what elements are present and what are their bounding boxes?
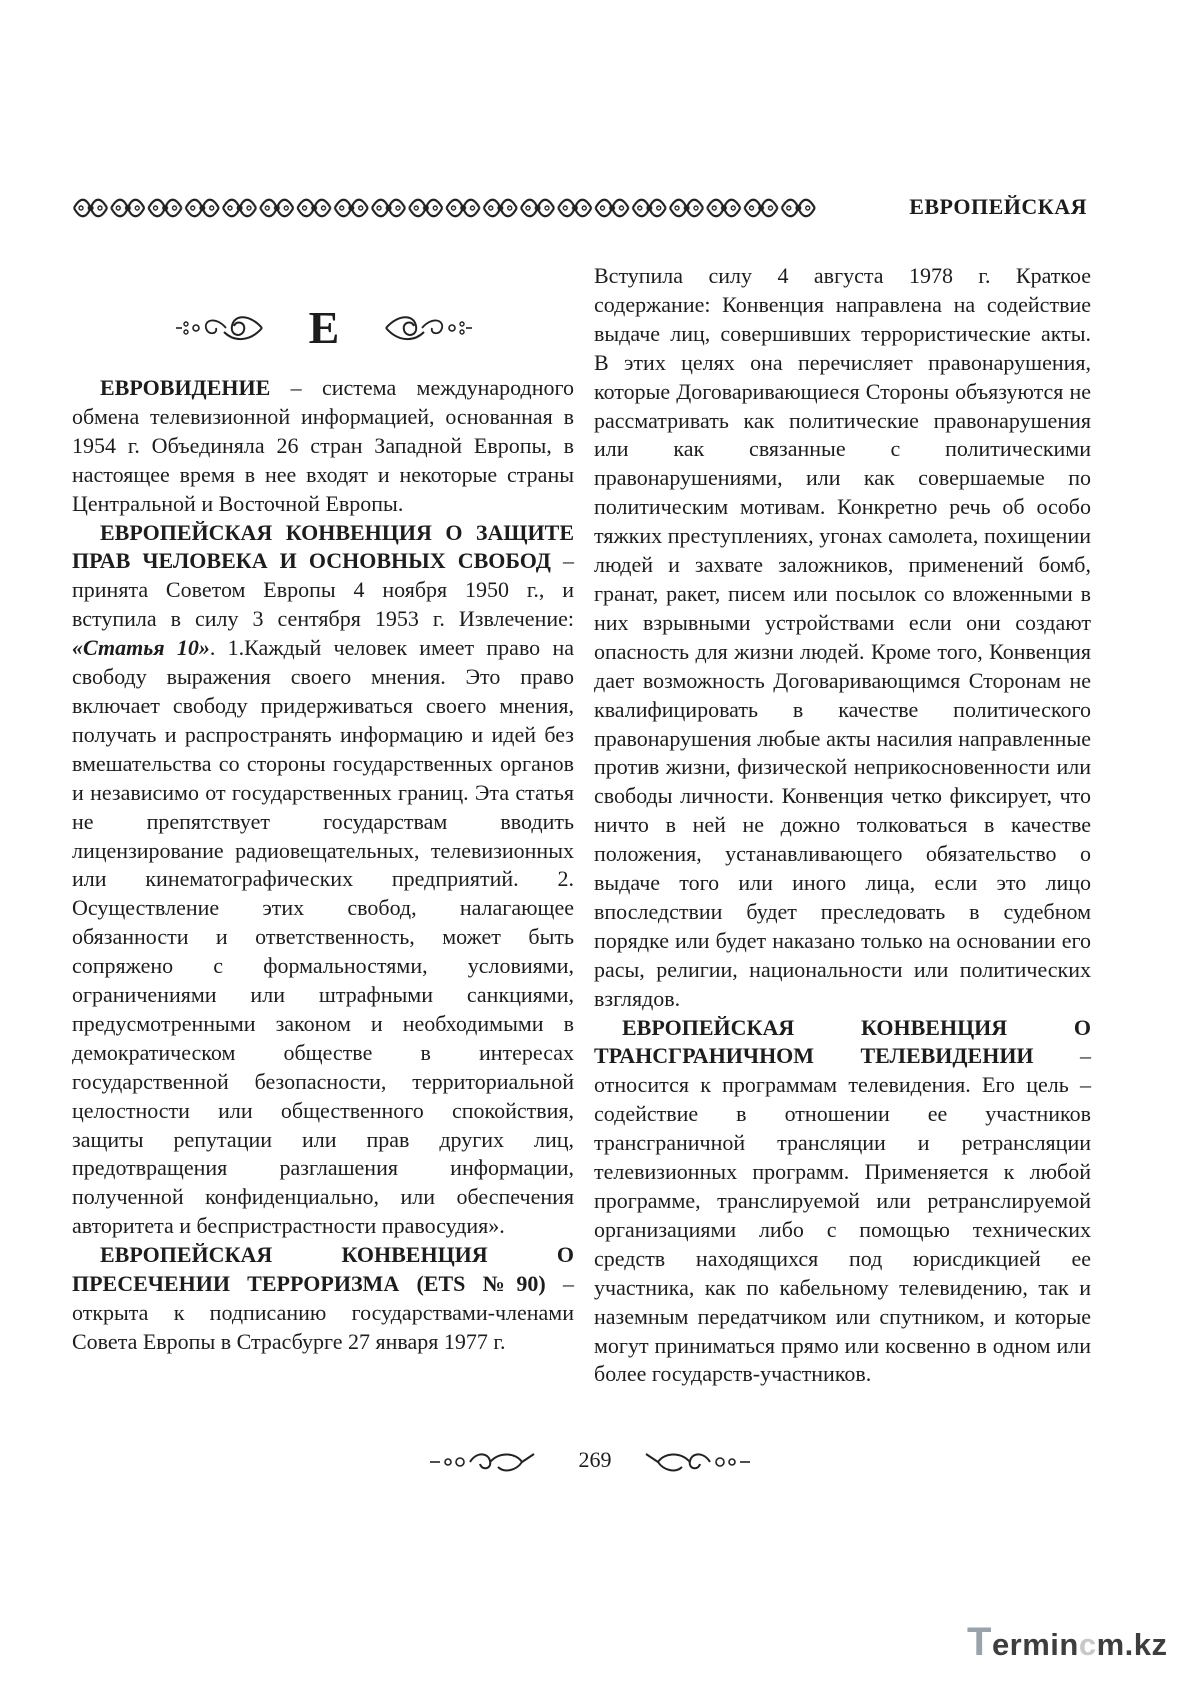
article-emphasis: «Статья 10» [72, 635, 210, 661]
section-letter-block [176, 300, 472, 356]
entry-convention-terrorism [72, 1241, 574, 1357]
right-column [594, 262, 1091, 1389]
entry-term: ЕВРОПЕЙСКАЯ КОНВЕНЦИЯ О ТРАНСГРАНИЧНОМ ТЕЛЕВИДЕНИИ [594, 1014, 1091, 1069]
left-ornament-icon [176, 312, 264, 344]
page-footer [430, 1443, 760, 1483]
entry-convention-human-rights [72, 519, 574, 1242]
entry-term: ЕВРОПЕЙСКАЯ КОНВЕНЦИЯ О ЗАЩИТЕ ПРАВ ЧЕЛОВЕКА И ОСНОВНЫХ СВОБОД [72, 519, 574, 574]
entry-text: . 1.Каждый человек имеет право на свободу выражения своего мнения. Это право включает свободу придерживаться своего мнения, получать и распространять информацию и идей без вмешательства со стороны государственных органов и независимо от государственных границ. Эта статья не препятствует государствам вводить лицензирование радиовещательных, телевизионных или кинематографических предприятий. 2. Осуществление этих свобод, налагающее обязанности и ответственность, может быть сопряжено с формальностями, условиями, ограничениями или штрафными санкциями, предусмотренными законом и необходимыми в демократическом обществе в интересах государственной безопасности, территориальной целостности или общественного спокойствия, защиты репутации или прав других лиц, предотвращения разглашения информации, полученной конфиденциально, или обеспечения авторитета и беспристрастности правосудия». [72, 635, 574, 1239]
entry-text: – открыта к подписанию государствами-членами Совета Европы в Страсбурге 27 января 1977 г. [72, 1271, 575, 1354]
watermark-faded-letter: c [1078, 1627, 1097, 1662]
entry-text: – относится к программам телевидения. Его цель – содействие в отношении ее участников трансграничной трансляции и ретрансляции телевизионных программ. Применяется к любой программе, транслируемой или ретранслируемой организациями либо с помощью технических средств находящихся под юрисдикцией ее участника, как по кабельному телевидению, так и наземным передатчиком или спутником, и которые могут приниматься прямо или косвенно в одном или более государств-участников. [594, 1043, 1091, 1387]
running-head: ЕВРОПЕЙСКАЯ [909, 194, 1087, 219]
watermark-text: ermin [991, 1627, 1079, 1662]
page-number: 269 [578, 1447, 612, 1472]
entry-text: – принята Советом Европы 4 ноября 1950 г., и вступила в силу 3 сентября 1953 г. Извлечение: [72, 548, 575, 632]
section-letter: Е [308, 302, 340, 353]
entry-evrovidenie [72, 374, 574, 519]
left-column [72, 374, 574, 1357]
entry-continuation: Вступила силу 4 августа 1978 г. Краткое содержание: Конвенция направлена на содействие выдаче лиц, совершивших террористические акты. В этих целях она перечисляет правонарушения, которые Договаривающиеся Стороны объязуются не рассматривать как политические правонарушения или как связанные с политическими правонарушениями, или как совершаемые по политическим мотивам. Конкретно речь об особо тяжких преступлениях, угонах самолета, похищении людей и захвате заложников, применений бомб, гранат, ракет, писем или посылок со вложенными в них взрывными устройствами если они создают опасность для жизни людей. Кроме того, Конвенция дает возможность Договаривающимся Сторонам не квалифицировать в качестве политического правонарушения любые акты насилия направленные против жизни, физической неприкосновенности или свободы личности. Конвенция четко фиксирует, что ничто в ней не дожно толковаться в качестве положения, устанавливающего обязательство о выдаче того или иного лица, если это лицо впоследствии будет преследовать в судебном порядке или будет наказано только на основании его расы, религии, национальности или политических взглядов. [594, 263, 1091, 1011]
watermark-initial: T [967, 1620, 992, 1664]
entry-convention-transfrontier-tv [594, 1014, 1091, 1390]
entry-text: – система международного обмена телевизионной информацией, основанная в 1954 г. Объединяла 26 стран Западной Европы, в настоящее время в нее входят и некоторые страны Центральной и Восточной Европы. [72, 375, 574, 516]
watermark-logo [967, 1620, 1187, 1672]
header-ornament-band [72, 193, 817, 223]
entry-term: ЕВРОВИДЕНИЕ [100, 375, 271, 400]
entry-term: ЕВРОПЕЙСКАЯ КОНВЕНЦИЯ О ПРЕСЕЧЕНИИ ТЕРРОРИЗМА (ETS №90) [72, 1242, 574, 1297]
right-ornament-icon [384, 312, 472, 344]
footer-left-ornament-icon [430, 1449, 540, 1475]
footer-right-ornament-icon [640, 1449, 750, 1475]
watermark-domain: m.kz [1096, 1627, 1168, 1662]
